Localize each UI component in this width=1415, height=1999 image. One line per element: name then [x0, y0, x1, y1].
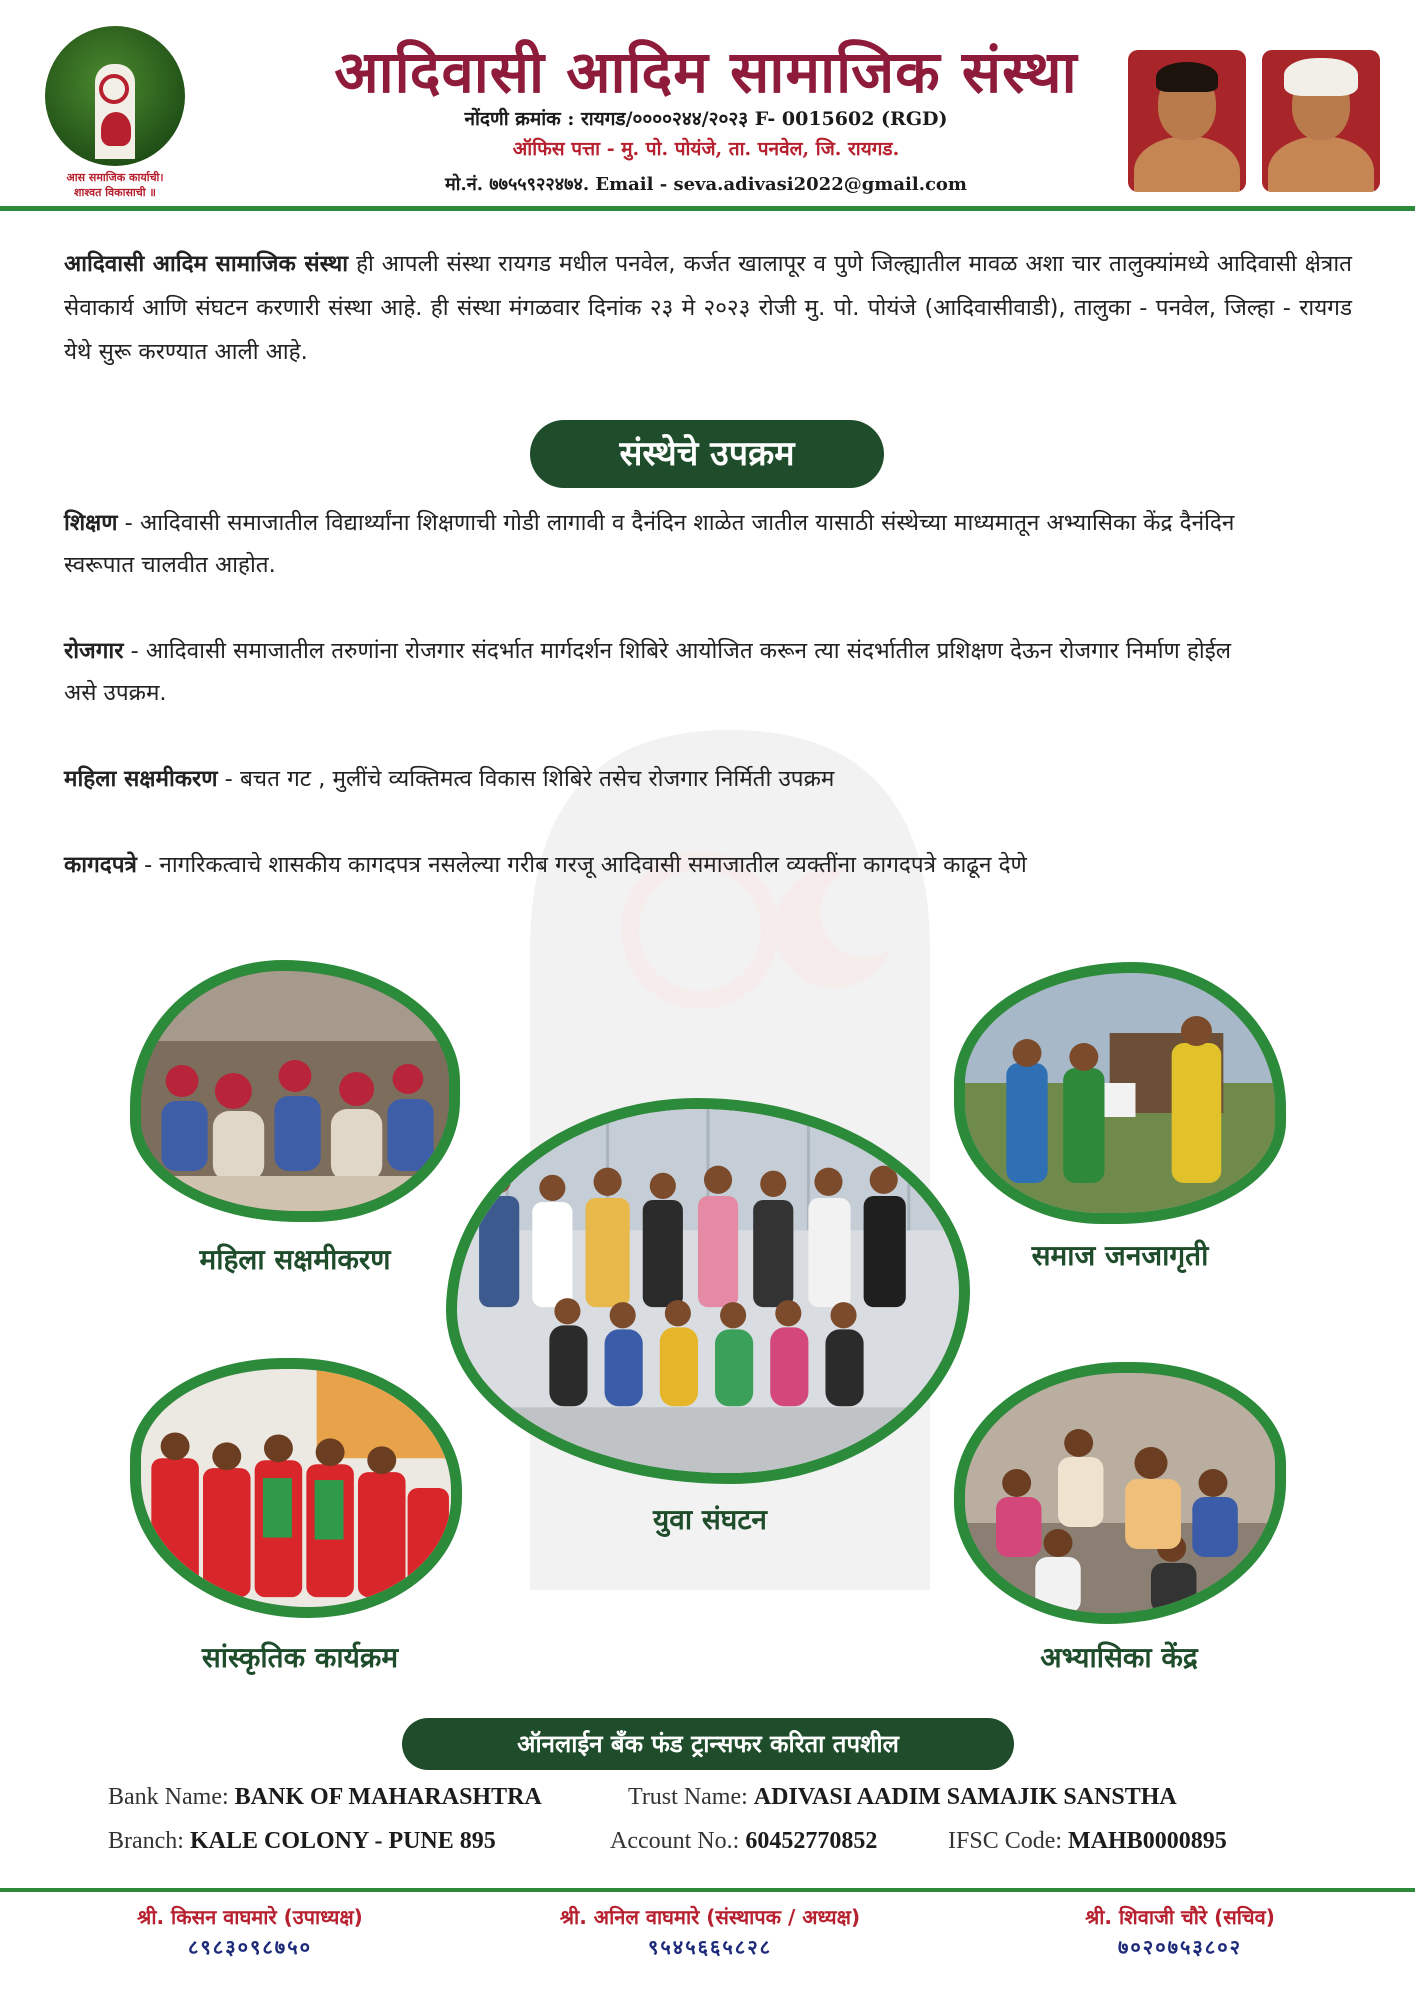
caption-women-empowerment: महिला सक्षमीकरण	[199, 1243, 391, 1276]
program-text: - आदिवासी समाजातील तरुणांना रोजगार संदर्भात मार्गदर्शन शिबिरे आयोजित करून त्या संदर्भातील प्रशिक्षण देऊन रोजगार निर्माण होईल असे उपक्रम.	[64, 638, 1232, 706]
branch-value: KALE COLONY - PUNE 895	[189, 1828, 496, 1854]
bank-name-value: BANK OF MAHARASHTRA	[234, 1784, 542, 1810]
account-value: 60452770852	[745, 1828, 878, 1854]
program-education	[64, 502, 1264, 586]
person-phone: ८९८३०९८७५०	[188, 1935, 312, 1959]
account-number	[610, 1828, 877, 1855]
program-title: शिक्षण	[64, 510, 118, 536]
org-title: आदिवासी आदिम सामाजिक संस्था	[334, 38, 1078, 106]
footer-vice-president	[40, 1902, 460, 1962]
person-phone: ७०२०७५३८०२	[1118, 1935, 1242, 1959]
portrait-2	[1262, 50, 1380, 192]
program-employment	[64, 630, 1264, 714]
branch-label: Branch:	[108, 1828, 184, 1854]
trust-name-value: ADIVASI AADIM SAMAJIK SANSTHA	[753, 1784, 1177, 1810]
person-phone: ९५४५६६५८२८	[648, 1935, 772, 1959]
programs-list	[64, 502, 1264, 930]
person-name: श्री. किसन वाघमारे (उपाध्यक्ष)	[137, 1905, 363, 1929]
office-address: ऑफिस पत्ता - मु. पो. पोयंजे, ता. पनवेल, जि. रायगड.	[512, 138, 900, 160]
ifsc-code	[948, 1828, 1227, 1855]
person-name: श्री. अनिल वाघमारे (संस्थापक / अध्यक्ष)	[559, 1905, 861, 1929]
program-title: रोजगार	[64, 638, 124, 664]
logo-emblem-icon	[45, 26, 185, 166]
program-text: - बचत गट , मुलींचे व्यक्तिमत्व विकास शिबिरे तसेच रोजगार निर्मिती उपक्रम	[217, 766, 835, 792]
ifsc-value: MAHB0000895	[1068, 1828, 1227, 1854]
photo-social-awareness	[954, 962, 1286, 1224]
program-title: महिला सक्षमीकरण	[64, 766, 218, 792]
intro-text: ही आपली संस्था रायगड मधील पनवेल, कर्जत खालापूर व पुणे जिल्ह्यातील मावळ अशा चार तालुक्यांमध्ये आदिवासी क्षेत्रात सेवाकार्य आणि संघटन करणारी संस्था आहे. ही संस्था मंगळवार दिनांक २३ मे २०२३ रोजी मु. पो. पोयंजे (आदिवासीवाडी), तालुका - पनवेल, जिल्हा - रायगड येथे सुरू करण्यात आली आहे.	[64, 251, 1353, 365]
portrait-1	[1128, 50, 1246, 192]
footer-secretary	[980, 1902, 1380, 1962]
account-label: Account No.:	[610, 1828, 740, 1854]
logo-caption-line-2: शाश्वत विकासाची ॥	[73, 186, 157, 199]
photo-study-center	[954, 1362, 1286, 1624]
branch	[108, 1828, 496, 1855]
program-title: कागदपत्रे	[64, 852, 137, 878]
caption-study-center: अभ्यासिका केंद्र	[1040, 1641, 1198, 1674]
bank-details-title: ऑनलाईन बँक फंड ट्रान्सफर करिता तपशील	[402, 1718, 1014, 1770]
trust-name	[628, 1784, 1177, 1811]
person-name: श्री. शिवाजी चौरे (सचिव)	[1085, 1905, 1275, 1929]
footer-divider	[0, 1888, 1415, 1892]
photo-youth-organization	[446, 1098, 970, 1484]
photo-women-empowerment	[130, 960, 460, 1222]
bank-name-label: Bank Name:	[108, 1784, 229, 1810]
logo-caption	[40, 170, 190, 200]
caption-youth-organization: युवा संघटन	[653, 1503, 767, 1536]
photo-cultural-program	[130, 1358, 462, 1618]
caption-cultural-program: सांस्कृतिक कार्यक्रम	[201, 1641, 399, 1674]
program-text: - आदिवासी समाजातील विद्यार्थ्यांना शिक्षणाची गोडी लागावी व दैनंदिन शाळेत जातील यासाठी संस्थेच्या माध्यमातून अभ्यासिका केंद्र दैनंदिन स्वरूपात चालवीत आहोत.	[64, 510, 1235, 578]
intro-org-name: आदिवासी आदिम सामाजिक संस्था	[64, 251, 349, 277]
program-text: - नागरिकत्वाचे शासकीय कागदपत्र नसलेल्या गरीब गरजू आदिवासी समाजातील व्यक्तींना कागदपत्रे काढून देणे	[136, 852, 1027, 878]
program-documents	[64, 844, 1264, 886]
programs-title: संस्थेचे उपक्रम	[530, 420, 884, 488]
org-logo	[40, 26, 190, 201]
letterhead	[0, 0, 1415, 212]
header-divider	[0, 206, 1415, 211]
footer-founder-president	[470, 1902, 950, 1962]
trust-name-label: Trust Name:	[628, 1784, 748, 1810]
logo-caption-line-1: आस समाजिक कार्याची।	[66, 171, 164, 184]
registration-number: नोंदणी क्रमांक : रायगड/००००२४४/२०२३ F- 0015602 (RGD)	[464, 108, 948, 130]
contact-info: मो.नं. ७७५५९२२४७४. Email - seva.adivasi2022@gmail.com	[445, 174, 967, 195]
program-women-empowerment	[64, 758, 1264, 800]
caption-social-awareness: समाज जनजागृती	[1031, 1239, 1209, 1272]
intro-paragraph	[64, 242, 1352, 374]
bank-name	[108, 1784, 542, 1811]
ifsc-label: IFSC Code:	[948, 1828, 1063, 1854]
